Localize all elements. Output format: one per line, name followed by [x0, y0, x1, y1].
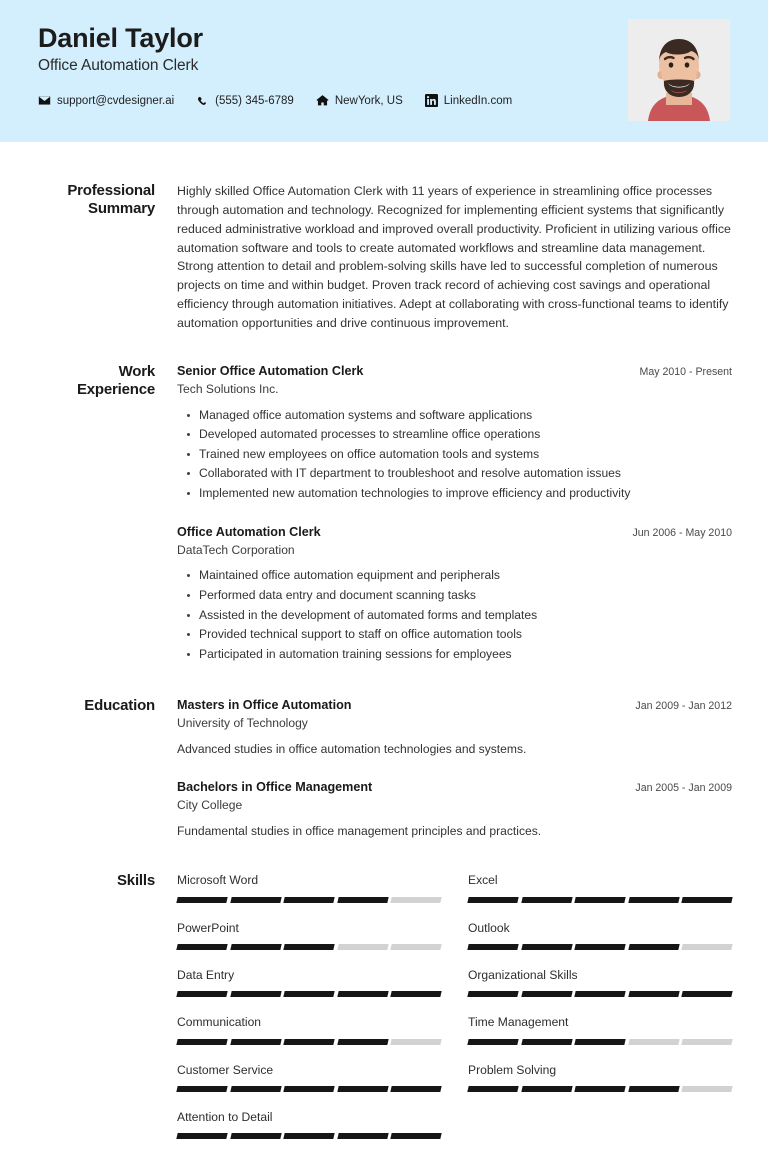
skills-grid: [177, 872, 732, 1156]
experience-job-title: Office Automation Clerk: [177, 524, 321, 539]
skill-name: Attention to Detail: [177, 1109, 273, 1124]
education-description: Fundamental studies in office management principles and practices.: [177, 823, 542, 838]
skill-rating-segment: [682, 1039, 733, 1045]
skill-rating-segment: [230, 944, 281, 950]
contact-phone[interactable]: [196, 94, 294, 107]
profile-photo: [628, 19, 730, 121]
contact-email-text: support@cvdesigner.ai: [57, 94, 175, 107]
skill-rating-segment: [337, 1039, 388, 1045]
education-entry: [177, 779, 732, 840]
skill-rating-segment: [521, 897, 572, 903]
skill-rating-segment: [391, 897, 442, 903]
candidate-name: Daniel Taylor: [38, 23, 203, 53]
entry-header: [177, 697, 732, 714]
skill-rating-segment: [521, 1086, 572, 1092]
skill-item: [177, 920, 441, 967]
experience-bullet: Developed automated processes to streamline office operations: [199, 425, 732, 445]
section-work-experience: [38, 363, 732, 665]
section-skills: [38, 872, 732, 1156]
education-date-range: Jan 2005 - Jan 2009: [635, 781, 732, 794]
skill-rating-bar: [177, 1039, 441, 1045]
education-description: Advanced studies in office automation technologies and systems.: [177, 742, 527, 757]
skill-name: Customer Service: [177, 1062, 274, 1077]
skill-rating-segment: [337, 1086, 388, 1092]
skill-rating-segment: [574, 1086, 625, 1092]
skill-rating-segment: [230, 1133, 281, 1139]
education-institution: University of Technology: [177, 716, 308, 731]
education-degree: Bachelors in Office Management: [177, 779, 373, 794]
skill-rating-segment: [176, 1039, 227, 1045]
skill-rating-segment: [521, 1039, 572, 1045]
skill-rating-segment: [467, 897, 518, 903]
skill-name: Organizational Skills: [468, 967, 578, 982]
skill-rating-segment: [467, 944, 518, 950]
section-label-education: Education: [84, 697, 155, 715]
skill-rating-segment: [176, 991, 227, 997]
skill-rating-bar: [177, 1133, 441, 1139]
section-education: [38, 697, 732, 840]
contact-location[interactable]: [316, 94, 403, 107]
experience-bullet: Participated in automation training sessions for employees: [199, 645, 732, 665]
skill-rating-segment: [337, 1133, 388, 1139]
skill-rating-segment: [574, 944, 625, 950]
skill-rating-segment: [391, 1086, 442, 1092]
skill-rating-segment: [682, 897, 733, 903]
email-icon: [38, 94, 51, 107]
skill-rating-segment: [628, 1039, 679, 1045]
skill-rating-bar: [177, 897, 441, 903]
contact-phone-text: (555) 345-6789: [215, 94, 294, 107]
skill-rating-segment: [176, 944, 227, 950]
experience-bullet: Implemented new automation technologies to improve efficiency and productivity: [199, 484, 732, 504]
skill-rating-segment: [628, 1086, 679, 1092]
skill-rating-segment: [230, 1086, 281, 1092]
experience-list: [177, 363, 732, 665]
section-label-experience: Work Experience: [76, 362, 155, 398]
experience-date-range: May 2010 - Present: [639, 365, 732, 378]
skill-rating-segment: [467, 1039, 518, 1045]
skill-item: [468, 920, 732, 967]
resume-body: [0, 182, 768, 1156]
skill-rating-segment: [391, 1039, 442, 1045]
experience-bullet: Managed office automation systems and software applications: [199, 406, 732, 426]
skill-rating-bar: [177, 991, 441, 997]
skill-rating-segment: [230, 897, 281, 903]
skill-rating-segment: [230, 1039, 281, 1045]
contact-email[interactable]: [38, 94, 174, 107]
skill-rating-segment: [682, 944, 733, 950]
home-icon: [316, 94, 329, 107]
skill-name: Data Entry: [177, 967, 235, 982]
skill-item: [468, 967, 732, 1014]
skill-rating-bar: [468, 897, 732, 903]
skill-item: [177, 1109, 441, 1156]
skill-rating-segment: [391, 1133, 442, 1139]
experience-bullet-list: [177, 566, 732, 664]
skill-rating-segment: [283, 1133, 334, 1139]
education-date-range: Jan 2009 - Jan 2012: [635, 700, 732, 713]
entry-header: [177, 363, 732, 380]
experience-bullet: Provided technical support to staff on office automation tools: [199, 625, 732, 645]
skill-name: PowerPoint: [177, 920, 239, 935]
skill-rating-segment: [467, 1086, 518, 1092]
education-institution: City College: [177, 797, 243, 812]
experience-bullet: Trained new employees on office automation tools and systems: [199, 445, 732, 465]
skill-rating-segment: [283, 944, 334, 950]
skill-item: [177, 1014, 441, 1061]
experience-bullet: Performed data entry and document scanning tasks: [199, 586, 732, 606]
skill-rating-segment: [230, 991, 281, 997]
skill-rating-segment: [467, 991, 518, 997]
summary-text: Highly skilled Office Automation Clerk with 11 years of experience in streamlining office processes through automation and technology. Recognized for implementing efficient systems that significantly reduced administrative workload and improved overall productivity. Proficient in utilizing various office automation software and tools to create automated workflows and streamline data management. Strong attention to detail and problem-solving skills have led to successful completion of numerous projects on time and within budget. Proven track record of achieving cost savings and operational efficiency through automation initiatives. Adept at collaborating with cross-functional teams to identify automation opportunities and drive continuous improvement.: [177, 184, 731, 330]
phone-icon: [196, 94, 209, 107]
skill-rating-segment: [391, 991, 442, 997]
skill-rating-segment: [574, 897, 625, 903]
experience-entry: [177, 524, 732, 665]
skill-rating-segment: [337, 944, 388, 950]
skill-rating-segment: [628, 897, 679, 903]
contact-linkedin-text: LinkedIn.com: [443, 94, 513, 107]
skill-rating-bar: [468, 1039, 732, 1045]
skill-rating-segment: [337, 991, 388, 997]
skill-rating-segment: [283, 897, 334, 903]
skill-rating-bar: [468, 991, 732, 997]
skill-rating-segment: [628, 944, 679, 950]
skill-item: [468, 1062, 732, 1109]
skill-rating-bar: [468, 1086, 732, 1092]
skill-rating-bar: [177, 1086, 441, 1092]
skill-rating-segment: [574, 991, 625, 997]
experience-entry: [177, 363, 732, 504]
skill-item: [177, 967, 441, 1014]
skill-rating-segment: [176, 1133, 227, 1139]
skill-item: [468, 872, 732, 919]
skill-rating-segment: [176, 1086, 227, 1092]
experience-date-range: Jun 2006 - May 2010: [632, 526, 732, 539]
skill-rating-segment: [337, 897, 388, 903]
skill-rating-segment: [283, 1086, 334, 1092]
section-professional-summary: [38, 182, 732, 333]
experience-company: DataTech Corporation: [177, 542, 295, 557]
skill-rating-bar: [468, 944, 732, 950]
skill-rating-segment: [521, 944, 572, 950]
section-label-summary: Professional Summary: [67, 182, 155, 217]
experience-bullet-list: [177, 406, 732, 504]
education-list: [177, 697, 732, 840]
experience-bullet: Collaborated with IT department to troubleshoot and resolve automation issues: [199, 464, 732, 484]
skill-rating-segment: [682, 1086, 733, 1092]
skill-name: Time Management: [468, 1015, 569, 1030]
contact-linkedin[interactable]: [425, 94, 512, 107]
education-degree: Masters in Office Automation: [177, 698, 352, 713]
skill-name: Problem Solving: [468, 1062, 557, 1077]
skill-item: [177, 1062, 441, 1109]
skill-rating-segment: [574, 1039, 625, 1045]
skill-name: Outlook: [468, 920, 510, 935]
skill-item: [468, 1014, 732, 1061]
experience-company: Tech Solutions Inc.: [177, 381, 279, 396]
skill-name: Communication: [177, 1015, 262, 1030]
skill-name: Excel: [468, 873, 498, 888]
skill-rating-segment: [283, 1039, 334, 1045]
entry-header: [177, 779, 732, 796]
experience-bullet: Assisted in the development of automated forms and templates: [199, 606, 732, 626]
skill-name: Microsoft Word: [177, 873, 259, 888]
skill-rating-segment: [628, 991, 679, 997]
linkedin-icon: [425, 94, 438, 107]
skill-rating-segment: [283, 991, 334, 997]
contact-location-text: NewYork, US: [334, 94, 403, 107]
skill-item: [177, 872, 441, 919]
entry-header: [177, 524, 732, 541]
skill-rating-segment: [521, 991, 572, 997]
skill-rating-bar: [177, 944, 441, 950]
resume-header: [0, 0, 768, 142]
experience-bullet: Maintained office automation equipment and peripherals: [199, 566, 732, 586]
candidate-job-title: Office Automation Clerk: [38, 57, 199, 75]
experience-job-title: Senior Office Automation Clerk: [177, 363, 364, 378]
skill-rating-segment: [682, 991, 733, 997]
section-label-skills: Skills: [117, 872, 155, 890]
skill-rating-segment: [176, 897, 227, 903]
skill-rating-segment: [391, 944, 442, 950]
education-entry: [177, 697, 732, 758]
